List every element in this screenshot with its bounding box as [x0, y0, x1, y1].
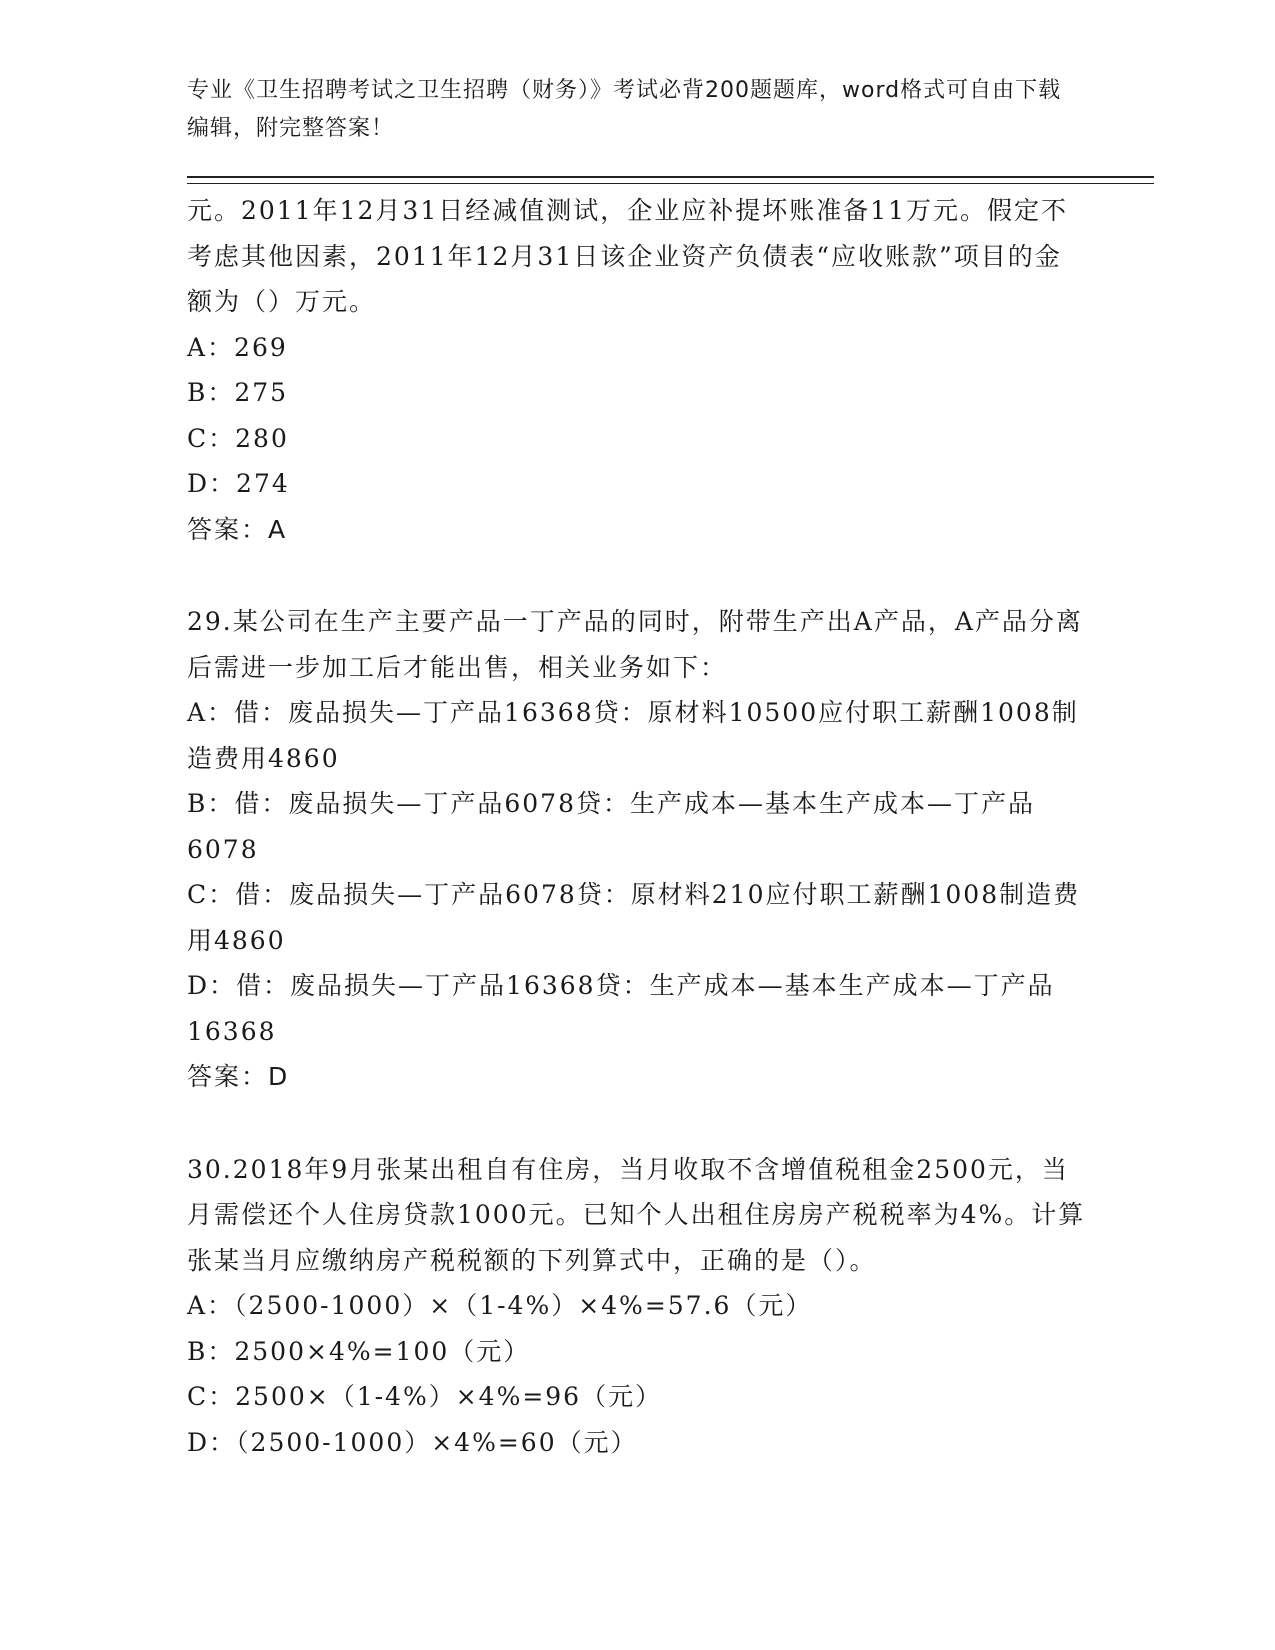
question-29: [187, 599, 1087, 1100]
answer: 答案：D: [187, 1062, 290, 1091]
header-divider-thin: [187, 183, 1154, 184]
question-30: [187, 1147, 1087, 1466]
option-d: D：274: [187, 469, 290, 498]
header-title: 专业《卫生招聘考试之卫生招聘（财务）》考试必背200题题库，word格式可自由下载编辑，附完整答案！: [187, 78, 1062, 141]
question-stem: 29.某公司在生产主要产品一丁产品的同时，附带生产出A产品，A产品分离后需进一步加工后才能出售，相关业务如下：: [187, 607, 1083, 682]
spacer: [187, 1100, 1087, 1147]
answer: 答案：A: [187, 514, 288, 544]
option-b: B：2500×4%=100（元）: [187, 1336, 531, 1366]
option-a: A：借：废品损失—丁产品16368贷：原材料10500应付职工薪酬1008制造费用4860: [187, 698, 1079, 773]
option-d: D：借：废品损失—丁产品16368贷：生产成本—基本生产成本—丁产品16368: [187, 971, 1055, 1046]
question-list: [187, 188, 1087, 1465]
option-c: C：280: [187, 423, 289, 453]
option-b: B：借：废品损失—丁产品6078贷：生产成本—基本生产成本—丁产品6078: [187, 789, 1035, 864]
spacer: [187, 552, 1087, 599]
header-divider-thick: [187, 176, 1154, 178]
option-c: C：借：废品损失—丁产品6078贷：原材料210应付职工薪酬1008制造费用4860: [187, 880, 1081, 955]
option-b: B：275: [187, 378, 289, 407]
option-d: D：（2500-1000）×4%=60（元）: [187, 1427, 638, 1457]
option-c: C：2500×（1-4%）×4%=96（元）: [187, 1382, 663, 1411]
option-a: A：（2500-1000）×（1-4%）×4%=57.6（元）: [187, 1291, 813, 1320]
page-header: [187, 72, 1067, 148]
question-stem: 30.2018年9月张某出租自有住房，当月收取不含增值税租金2500元，当月需偿还个人住房贷款1000元。已知个人出租住房房产税税率为4%。计算张某当月应缴纳房产税税额的下列算式中，正确的是（）。: [187, 1154, 1086, 1275]
option-a: A：269: [187, 332, 288, 362]
question-stem: 元。2011年12月31日经减值测试，企业应补提坏账准备11万元。假定不考虑其他因素，2011年12月31日该企业资产负债表“应收账款”项目的金额为（）万元。: [187, 196, 1069, 316]
question-28: [187, 188, 1087, 552]
